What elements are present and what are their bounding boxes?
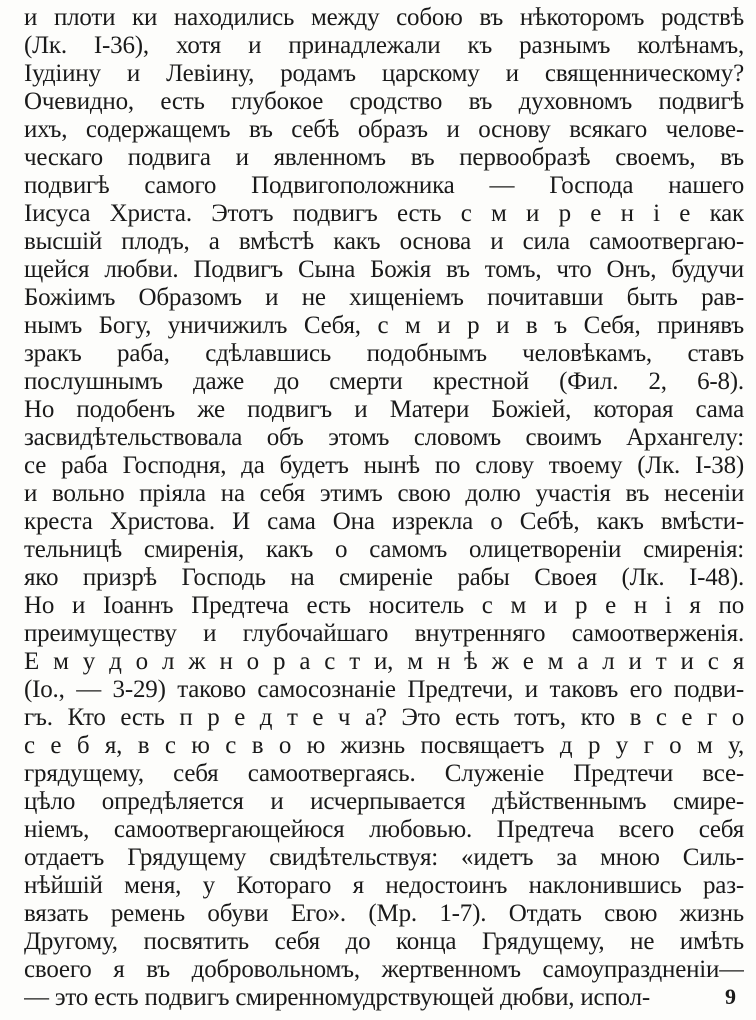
text-line: Іисуса Христа. Этотъ подвигъ есть с м и р е н і е как <box>24 200 744 227</box>
text-line: гъ. Кто есть п р е д т е ч а? Это есть тотъ, кто в с е г о <box>24 704 744 731</box>
text-line: (Io., — 3-29) таково самосознаніе Предтечи, и таковъ его подви- <box>24 676 744 703</box>
text-line: ихъ, содержащемъ въ себѣ образъ и основу всякаго челове- <box>24 116 744 143</box>
text-line: (Лк. I-36), хотя и принадлежали къ разнымъ колѣнамъ, <box>24 32 744 59</box>
text-line: креста Христова. И сама Она изрекла о Себѣ, какъ вмѣсти- <box>24 508 744 535</box>
text-line: и плоти ки находились между собою въ нѣкоторомъ родствѣ <box>24 4 744 31</box>
text-line: ніемъ, самоотвергающейюся любовью. Предтеча всего себя <box>24 816 744 843</box>
text-line: тельницѣ смиренія, какъ о самомъ олицетвореніи смиренія: <box>24 536 744 563</box>
text-line: се раба Господня, да будетъ нынѣ по слову твоему (Лк. I-38) <box>24 452 744 479</box>
text-line: зракъ раба, сдѣлавшись подобнымъ человѣкамъ, ставъ <box>24 340 744 367</box>
page-number: 9 <box>725 984 736 1009</box>
text-line: Но и Іоаннъ Предтеча есть носитель с м и р е н і я по <box>24 592 744 619</box>
text-line: Очевидно, есть глубокое сродство въ духовномъ подвигѣ <box>24 88 744 115</box>
text-line: цѣло опредѣляется и исчерпывается дѣйственнымъ смире- <box>24 788 744 815</box>
text-line: нымъ Богу, уничижилъ Себя, с м и р и в ъ Себя, принявъ <box>24 312 744 339</box>
text-line: — это есть подвигъ смиренномудрствующей дюбви, испол- <box>24 984 650 1011</box>
text-line: высшій плодъ, а вмѣстѣ какъ основа и сила самоотвергаю- <box>24 228 744 255</box>
text-line: Другому, посвятить себя до конца Грядущему, не имѣть <box>24 928 744 955</box>
text-line: Е м у д о л ж н о р а с т и, м н ѣ ж е м а л и т и с я <box>24 648 744 675</box>
text-line: своего я въ добровольномъ, жертвенномъ самоупраздненіи— <box>24 956 744 983</box>
text-line: вязать ремень обуви Его». (Мр. 1-7). Отдать свою жизнь <box>24 900 744 927</box>
text-line: грядущему, себя самоотвергаясь. Служеніе Предтечи все- <box>24 760 744 787</box>
body-text <box>24 4 744 1012</box>
text-line: послушнымъ даже до смерти крестной (Фил. 2, 6-8). <box>24 368 744 395</box>
text-line: подвигѣ самого Подвигоположника — Господа нашего <box>24 172 744 199</box>
text-line: щейся любви. Подвигъ Сына Божія въ томъ, что Онъ, будучи <box>24 256 744 283</box>
text-line: ческаго подвига и явленномъ въ первообразѣ своемъ, въ <box>24 144 744 171</box>
text-line: преимуществу и глубочайшаго внутренняго самоотверженія. <box>24 620 744 647</box>
text-line: Іудіину и Левіину, родамъ царскому и священническому? <box>24 60 744 87</box>
text-line: и вольно пріяла на себя этимъ свою долю участія въ несеніи <box>24 480 744 507</box>
text-line: засвидѣтельствовала объ этомъ словомъ своимъ Архангелу: <box>24 424 744 451</box>
text-line: с е б я, в с ю с в о ю жизнь посвящаетъ д р у г о м у, <box>24 732 744 759</box>
text-line: отдаетъ Грядущему свидѣтельствуя: «идетъ за мною Силь- <box>24 844 744 871</box>
text-line: яко призрѣ Господь на смиреніе рабы Своея (Лк. I-48). <box>24 564 744 591</box>
text-line: Но подобенъ же подвигъ и Матери Божіей, которая сама <box>24 396 744 423</box>
text-line: Божіимъ Образомъ и не хищеніемъ почитавши быть рав- <box>24 284 744 311</box>
text-line: нѣйшій меня, у Котораго я недостоинъ наклонившись раз- <box>24 872 744 899</box>
